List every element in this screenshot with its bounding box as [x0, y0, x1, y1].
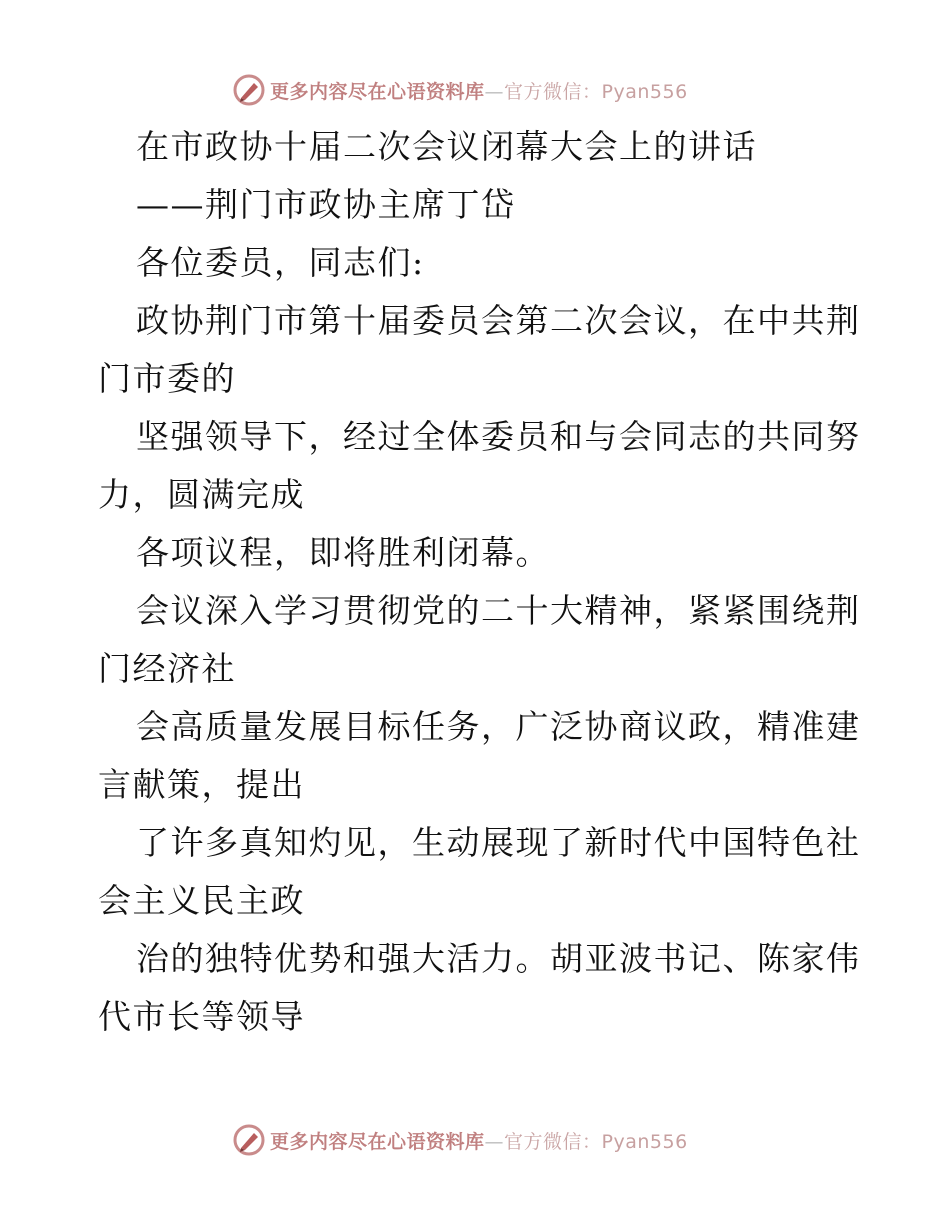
text-line: 会主义民主政 [98, 881, 305, 920]
footer-watermark [232, 1122, 688, 1158]
text-line: 各位委员，同志们: [136, 243, 425, 282]
document-body [98, 118, 861, 1046]
text-line: 会议深入学习贯彻党的二十大精神，紧紧围绕荆 [136, 591, 861, 630]
header-watermark [232, 72, 688, 108]
text-line: 治的独特优势和强大活力。胡亚波书记、陈家伟 [136, 939, 861, 978]
pen-logo-icon [232, 1123, 266, 1157]
text-line: ——荆门市政协主席丁岱 [136, 185, 516, 224]
text-line: 言献策，提出 [98, 765, 305, 804]
watermark-wechat-id: Pyan556 [601, 80, 688, 103]
text-line: 会高质量发展目标任务，广泛协商议政，精准建 [136, 707, 861, 746]
text-line: 力，圆满完成 [98, 475, 305, 514]
watermark-label: 官方微信： [504, 80, 602, 103]
text-line: 代市长等领导 [98, 997, 305, 1036]
text-line: 坚强领导下，经过全体委员和与会同志的共同努 [136, 417, 861, 456]
text-line: 在市政协十届二次会议闭幕大会上的讲话 [136, 127, 757, 166]
text-line: 政协荆门市第十届委员会第二次会议，在中共荆 [136, 301, 861, 340]
text-line: 了许多真知灼见，生动展现了新时代中国特色社 [136, 823, 861, 862]
watermark-main-text: 更多内容尽在心语资料库 [270, 1130, 485, 1153]
text-line: 门经济社 [98, 649, 236, 688]
watermark-separator: — [484, 1130, 505, 1153]
watermark-main-text: 更多内容尽在心语资料库 [270, 80, 485, 103]
text-line: 各项议程，即将胜利闭幕。 [136, 533, 550, 572]
text-line: 门市委的 [98, 359, 236, 398]
pen-logo-icon [232, 73, 266, 107]
watermark-wechat-id: Pyan556 [601, 1130, 688, 1153]
watermark-label: 官方微信： [504, 1130, 602, 1153]
watermark-separator: — [484, 80, 505, 103]
